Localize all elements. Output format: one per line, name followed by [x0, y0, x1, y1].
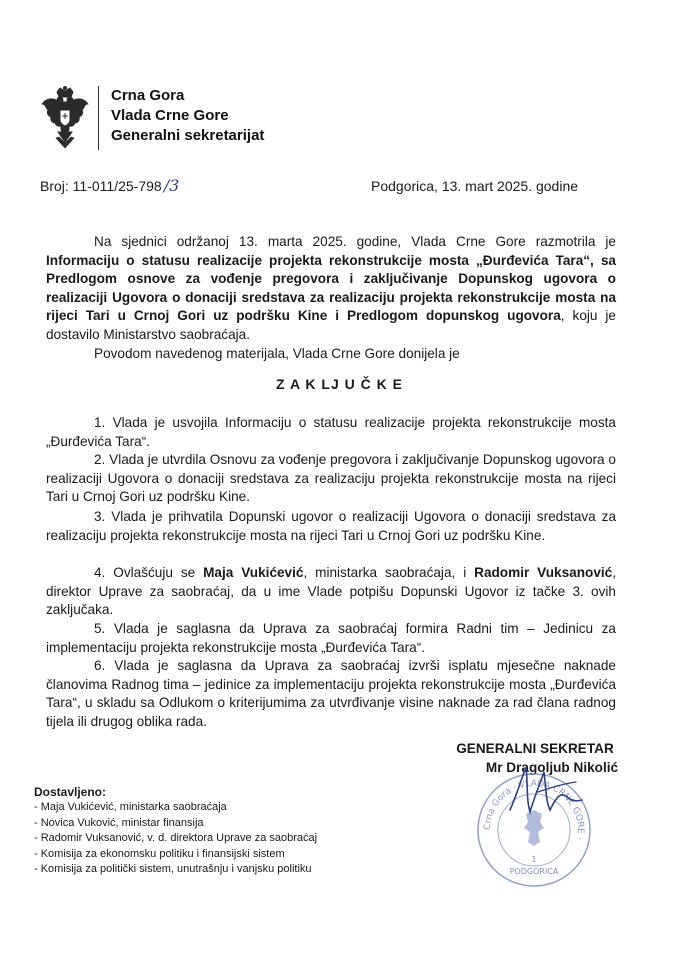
- reference-number: [40, 177, 179, 195]
- conclusion-6: 6. Vlada je saglasna da Uprava za saobraćaj izvrši isplatu mjesečne naknade članovima Radnog tima – jedinice za implementaciju projekta rekonstrukcije mosta „Đurđevića Tara“, u skladu sa Odlukom o kriterijumima za utvrđivanje visine naknade za rad člana radnog tijela ili drugog oblika rada.: [46, 658, 616, 729]
- signatory-name: Mr Dragoljub Nikolić: [485, 759, 619, 775]
- distribution-item: - Komisija za politički sistem, unutrašnju i vanjsku politiku: [34, 863, 312, 876]
- header-divider: [98, 86, 99, 150]
- stamp-ring-text: Crna Gora · VLADA CRNE GORE ·: [482, 778, 586, 841]
- intro-document-title: Informaciju o statusu realizacije projekta rekonstrukcije mosta „Đurđevića Tara“, sa Predlogom osnove za vođenje pregovora i zaključivanje Dopunskog ugovora o realizaciji Ugovora o donaciji sredstava za realizaciju projekta rekonstrukcije mosta na rijeci Tari u Crnoj Gori uz podršku Kine i Predlogom dopunskog ugovora: [46, 252, 616, 324]
- distribution-item: - Maja Vukićević, ministarka saobraćaja: [34, 801, 227, 813]
- place-date: Podgorica, 13. mart 2025. godine: [371, 178, 579, 194]
- conclusion-3: 3. Vlada je prihvatila Dopunski ugovor o realizaciji Ugovora o donaciji sredstava za realizaciju projekta rekonstrukcije mosta na rijeci Tari u Crnoj Gori uz podršku Kine.: [46, 509, 616, 543]
- country-name: Crna Gora: [111, 87, 185, 104]
- stamp-city: PODGORICA: [509, 867, 559, 876]
- conclusion-4: [46, 564, 616, 620]
- handwritten-signature: [500, 762, 590, 822]
- handwritten-suffix: /3: [163, 176, 180, 195]
- conclusion-4-start: 4. Ovlašćuju se: [94, 565, 204, 580]
- distribution-item: - Komisija za ekonomsku politiku i finansijski sistem: [34, 847, 285, 860]
- conclusion-5: 5. Vlada je saglasna da Uprava za saobraćaj formira Radni tim – Jedinicu za implementaciju projekta rekonstrukcije mosta „Đurđevića Tara“.: [46, 621, 616, 655]
- conclusion-4-end: , direktor Uprave za saobraćaj, da u ime Vlade potpišu Dopunski Ugovor iz tačke 3. ovih zaključaka.: [46, 565, 617, 618]
- intro-paragraph: [46, 233, 616, 345]
- government-name: Vlada Crne Gore: [111, 107, 229, 124]
- secretariat-name: Generalni sekretarijat: [111, 127, 265, 144]
- signatory-title: GENERALNI SEKRETAR: [456, 741, 614, 756]
- conclusions-heading: Z A K LJ U Č K E: [276, 376, 403, 392]
- intro-text-end: , koju je dostavilo Ministarstvo saobraćaja.: [46, 308, 616, 342]
- distribution-list: [34, 784, 317, 878]
- signatory-name-1: Maja Vukićević: [203, 565, 304, 580]
- distribution-label: Dostavljeno:: [34, 785, 107, 799]
- issuer-block: [111, 86, 264, 146]
- conclusion-4-mid: , ministarka saobraćaja, i: [303, 565, 475, 580]
- conclusion-2: 2. Vlada je utvrdila Osnovu za vođenje pregovora i zaključivanje Dopunskog ugovora o realizaciji Ugovora o donaciji sredstava za realizaciju projekta rekonstrukcije mosta na rijeci Tari u Crnoj Gori uz podršku Kine.: [46, 452, 616, 505]
- distribution-item: - Radomir Vuksanović, v. d. direktora Uprave za saobraćaj: [34, 832, 318, 845]
- stamp-number: 1: [531, 855, 537, 864]
- reference-number-text: Broj: 11-011/25-798: [40, 178, 162, 194]
- signatory-name-2: Radomir Vuksanović: [474, 565, 613, 580]
- distribution-item: - Novica Vuković, ministar finansija: [34, 816, 204, 829]
- decision-lead: Povodom navedenog materijala, Vlada Crne Gore donijela je: [94, 346, 460, 361]
- coat-of-arms-emblem: [40, 86, 90, 152]
- intro-text-start: Na sjednici održanoj 13. marta 2025. godine, Vlada Crne Gore razmotrila je: [94, 234, 616, 249]
- conclusion-1: 1. Vlada je usvojila Informaciju o statusu realizacije projekta rekonstrukcije mosta „Đurđevića Tara“.: [46, 415, 616, 449]
